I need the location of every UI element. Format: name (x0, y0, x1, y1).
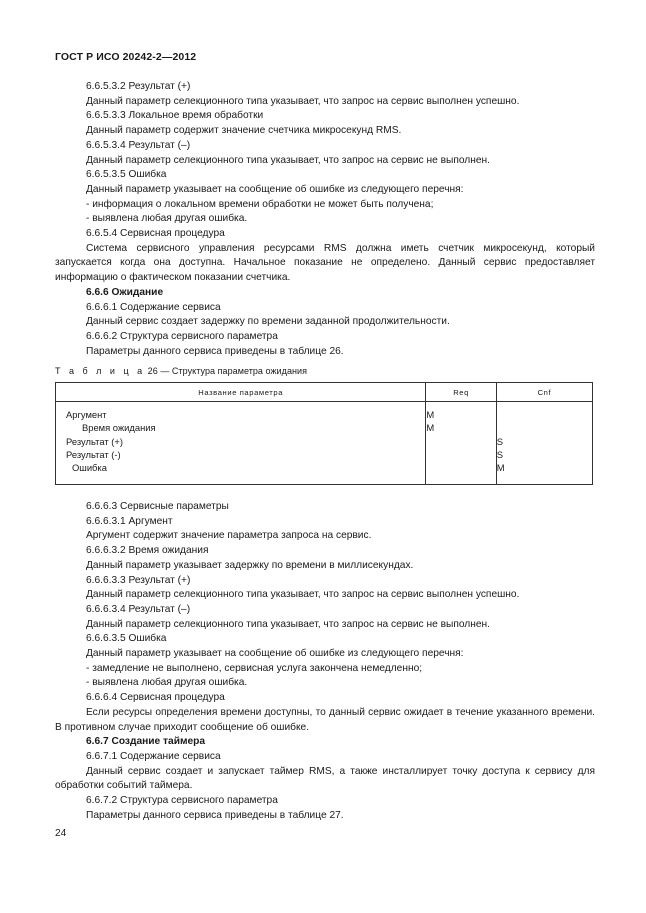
paragraph: 6.6.7.2 Структура сервисного параметра (86, 795, 278, 807)
paragraph: - выявлена любая другая ошибка. (86, 213, 248, 225)
paragraph: Данный параметр селекционного типа указывает, что запрос на сервис выполнен успешно. (86, 95, 520, 107)
table-cell-parameter: Результат (+) (66, 435, 123, 447)
paragraph: - выявлена любая другая ошибка. (86, 677, 248, 689)
table-caption-title: 26 — Структура параметра ожидания (145, 366, 308, 376)
section-heading: 6.6.6 Ожидание (86, 286, 164, 298)
table-cell-parameter: Ошибка (72, 462, 107, 474)
paragraph: 6.6.5.3.2 Результат (+) (86, 81, 191, 92)
paragraph: Данный параметр содержит значение счетчика микросекунд RMS. (86, 125, 402, 137)
table-caption-label: Т а б л и ц а (55, 366, 146, 376)
table-cell-cnf (497, 421, 592, 434)
paragraph: Если ресурсы определения времени доступны, то данный сервис ожидает в течение указанного времени. В противном случае приходит сообщение об ошибке. (55, 706, 595, 733)
table-cell-cnf: S (496, 448, 504, 460)
top-text-block (55, 80, 595, 359)
paragraph: 6.6.5.3.3 Локальное время обработки (86, 110, 264, 122)
table-cell-req (426, 448, 495, 461)
column-parameter-names (56, 402, 426, 485)
paragraph: 6.6.6.2 Структура сервисного параметра (86, 330, 278, 342)
column-cnf-values (496, 402, 592, 485)
paragraph: 6.6.7.1 Содержание сервиса (86, 750, 221, 762)
table-cell-parameter: Аргумент (66, 409, 107, 420)
paragraph: 6.6.5.3.5 Ошибка (86, 169, 167, 181)
paragraph: 6.6.6.3.1 Аргумент (86, 515, 173, 527)
paragraph: Данный параметр указывает задержку по времени в миллисекундах. (86, 559, 414, 571)
paragraph: Система сервисного управления ресурсами RMS должна иметь счетчик микросекунд, который запускается когда она доступна. Начальное показание не определено. Данный сервис предоставляет информацию о фактическом показании счетчика. (55, 242, 595, 284)
paragraph: 6.6.6.3.3 Результат (+) (86, 574, 191, 586)
paragraph: Данный параметр селекционного типа указывает, что запрос на сервис выполнен успешно. (86, 589, 520, 601)
paragraph: Параметры данного сервиса приведены в таблице 27. (86, 809, 344, 821)
paragraph: 6.6.6.3.4 Результат (–) (86, 603, 191, 615)
table-cell-cnf: S (496, 435, 504, 447)
document-header: ГОСТ Р ИСО 20242-2—2012 (55, 51, 197, 63)
parameter-table (55, 382, 593, 485)
paragraph: 6.6.6.1 Содержание сервиса (86, 301, 221, 313)
paragraph: Данный параметр селекционного типа указывает, что запрос на сервис не выполнен. (86, 154, 490, 166)
paragraph: 6.6.6.4 Сервисная процедура (86, 692, 225, 704)
paragraph: 6.6.5.4 Сервисная процедура (86, 228, 225, 240)
table-cell-req: M (426, 422, 435, 434)
section-heading: 6.6.7 Создание таймера (86, 736, 206, 748)
paragraph: Данный параметр селекционного типа указывает, что запрос на сервис не выполнен. (86, 618, 490, 630)
table-caption (55, 366, 307, 376)
paragraph: Данный сервис создает и запускает таймер RMS, а также инсталлирует точку доступа к сервису для обработки событий таймера. (55, 765, 595, 792)
table-cell-cnf: M (496, 462, 505, 474)
paragraph: 6.6.5.3.4 Результат (–) (86, 139, 191, 151)
table-cell-req (426, 461, 495, 474)
table-header-row (56, 383, 593, 402)
paragraph: - замедление не выполнено, сервисная услуга закончена немедленно; (86, 662, 423, 674)
paragraph: - информация о локальном времени обработки не может быть получена; (86, 198, 434, 210)
paragraph: 6.6.6.3 Сервисные параметры (86, 501, 229, 512)
column-req-values (426, 402, 496, 485)
paragraph: Аргумент содержит значение параметра запроса на сервис. (86, 530, 372, 542)
table-cell-cnf (497, 408, 592, 421)
table-cell-req (426, 435, 495, 448)
table-cell-parameter: Время ожидания (82, 422, 156, 434)
table-body-row (56, 402, 593, 485)
header-cnf: Cnf (496, 383, 592, 402)
header-req: Req (426, 383, 496, 402)
page-number: 24 (55, 828, 67, 839)
paragraph: 6.6.6.3.5 Ошибка (86, 633, 167, 645)
paragraph: Данный параметр указывает на сообщение об ошибке из следующего перечня: (86, 183, 464, 195)
header-parameter-name: Название параметра (56, 383, 426, 402)
table-cell-req: M (426, 409, 435, 420)
paragraph: Параметры данного сервиса приведены в таблице 26. (86, 345, 344, 357)
paragraph: Данный параметр указывает на сообщение об ошибке из следующего перечня: (86, 648, 464, 660)
bottom-text-block (55, 500, 595, 823)
table-cell-parameter: Результат (-) (66, 448, 121, 460)
paragraph: 6.6.6.3.2 Время ожидания (86, 545, 209, 557)
paragraph: Данный сервис создает задержку по времени заданной продолжительности. (86, 316, 450, 328)
